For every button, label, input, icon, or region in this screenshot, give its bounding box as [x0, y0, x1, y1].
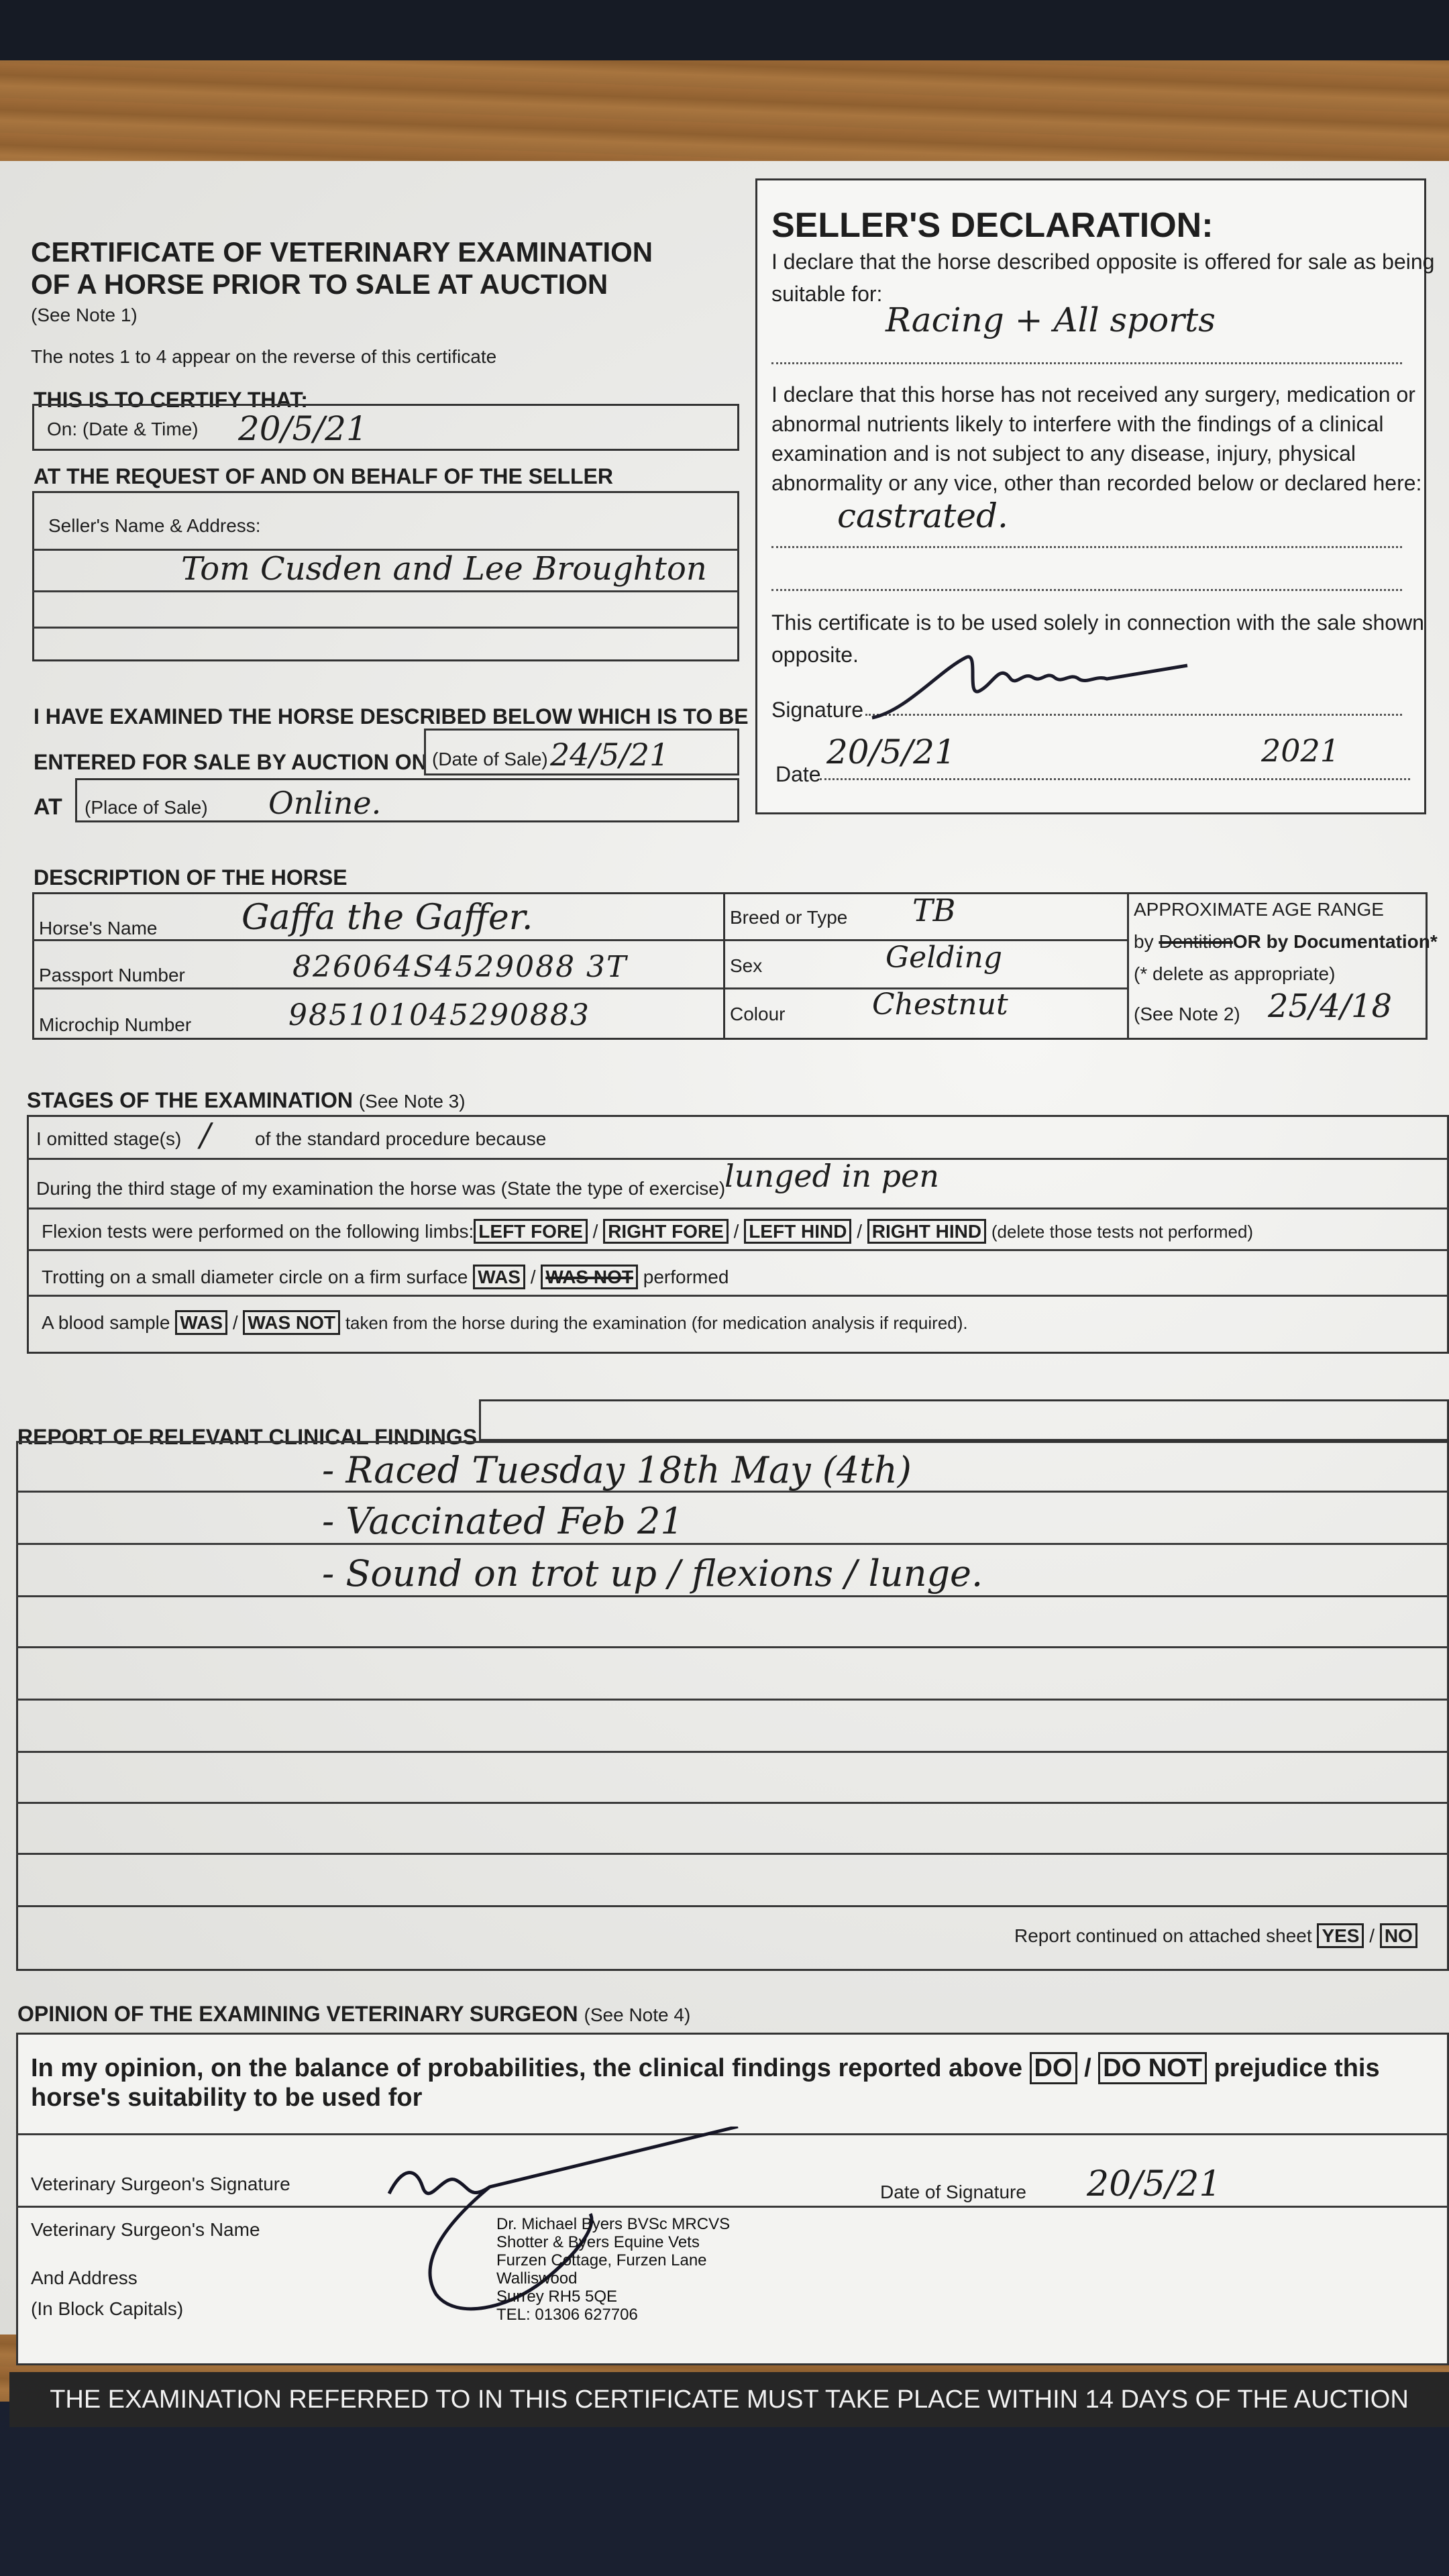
- flexion-slash-2: /: [733, 1221, 739, 1242]
- report-line-6: [16, 1751, 1449, 1753]
- declaration-text3-line2: opposite.: [771, 643, 859, 667]
- stages-line-2: [27, 1208, 1449, 1210]
- seller-signature-icon: [865, 631, 1201, 738]
- flexion-slash-1: /: [592, 1221, 598, 1242]
- opinion-slash: /: [1084, 2054, 1091, 2082]
- opinion-text-part2: prejudice this: [1214, 2054, 1380, 2082]
- stamp-line-3: Furzen Cottage, Furzen Lane: [496, 2251, 707, 2269]
- vet-signature-label: Veterinary Surgeon's Signature: [31, 2174, 290, 2194]
- suitable-value: Racing + All sports: [885, 301, 1216, 339]
- report-continued-label: Report continued on attached sheet: [1014, 1925, 1312, 1946]
- flexion-left-hind: LEFT HIND: [744, 1219, 851, 1244]
- blood-row: [42, 1312, 968, 1334]
- date-of-sale-label: (Date of Sale): [432, 749, 548, 769]
- age-value: 25/4/18: [1268, 987, 1393, 1025]
- seller-line-2: [32, 590, 739, 592]
- third-stage-label: During the third stage of my examination the horse was (State the type of exercise): [36, 1178, 726, 1199]
- age-or-documentation: OR by Documentation*: [1232, 931, 1438, 952]
- age-dentition-struck: Dentition: [1159, 931, 1233, 952]
- seller-value: Tom Cusden and Lee Broughton: [181, 550, 707, 588]
- declaration-date-value: 20/5/21: [826, 733, 956, 771]
- report-line-7: [16, 1802, 1449, 1804]
- seller-label: Seller's Name & Address:: [48, 515, 261, 536]
- opinion-text-part1: In my opinion, on the balance of probabilities, the clinical findings reported above: [31, 2054, 1022, 2082]
- stages-line-4: [27, 1295, 1449, 1297]
- stamp-line-1: Dr. Michael Byers BVSc MRCVS: [496, 2215, 731, 2233]
- declaration-text2-line3: examination and is not subject to any disease, injury, physical: [771, 441, 1356, 466]
- flexion-row: [42, 1221, 1253, 1242]
- report-line-9: [16, 1905, 1449, 1907]
- description-col-divider-1: [723, 892, 725, 1040]
- address-label-2: (In Block Capitals): [31, 2298, 184, 2319]
- declaration-text2-line4: abnormality or any vice, other than recorded below or declared here:: [771, 471, 1422, 495]
- age-see-note-2: (See Note 2): [1134, 1004, 1240, 1024]
- notes-reverse-text: The notes 1 to 4 appear on the reverse of this certificate: [31, 346, 497, 367]
- on-date-value: 20/5/21: [238, 409, 368, 448]
- description-col-divider-2: [1127, 892, 1129, 1040]
- trotting-row: [42, 1267, 729, 1288]
- description-heading: DESCRIPTION OF THE HORSE: [34, 865, 347, 890]
- signature-label: Signature: [771, 698, 863, 722]
- trotting-suffix: performed: [643, 1267, 729, 1287]
- opinion-text-row: [31, 2054, 1380, 2083]
- report-heading-box: [479, 1399, 1449, 1441]
- date-of-signature-value: 20/5/21: [1087, 2164, 1222, 2204]
- certificate-title-line1: CERTIFICATE OF VETERINARY EXAMINATION: [31, 236, 653, 268]
- omitted-suffix: of the standard procedure because: [255, 1128, 547, 1149]
- declaration-title: SELLER'S DECLARATION:: [771, 206, 1214, 245]
- age-heading: APPROXIMATE AGE RANGE: [1134, 899, 1384, 920]
- report-continued-yes: YES: [1317, 1923, 1364, 1948]
- blood-was: WAS: [175, 1310, 227, 1335]
- opinion-heading: [17, 2002, 690, 2027]
- footer-banner: [9, 2372, 1449, 2427]
- third-stage-value: lunged in pen: [724, 1158, 939, 1194]
- date-of-signature-label: Date of Signature: [880, 2182, 1026, 2202]
- address-label-1: And Address: [31, 2267, 138, 2288]
- report-continued-no: NO: [1380, 1923, 1417, 1948]
- stamp-line-6: TEL: 01306 627706: [496, 2306, 638, 2324]
- stamp-line-4: Walliswood: [496, 2269, 578, 2288]
- declaration-text1-line1: I declare that the horse described opposite is offered for sale as being: [771, 250, 1435, 274]
- omitted-value: /: [200, 1116, 211, 1154]
- colour-label: Colour: [730, 1004, 786, 1024]
- finding-1: - Raced Tuesday 18th May (4th): [322, 1449, 912, 1491]
- declared-dotted-line-1: [771, 546, 1402, 548]
- opinion-do-not: DO NOT: [1098, 2052, 1207, 2084]
- age-by: by: [1134, 931, 1154, 952]
- blood-slash: /: [232, 1312, 238, 1333]
- trotting-label: Trotting on a small diameter circle on a firm surface: [42, 1267, 468, 1287]
- blood-was-not: WAS NOT: [243, 1310, 340, 1335]
- stamp-line-2: Shotter & Byers Equine Vets: [496, 2233, 700, 2251]
- finding-3: - Sound on trot up / flexions / lunge.: [322, 1552, 983, 1595]
- on-date-label: On: (Date & Time): [47, 419, 199, 439]
- report-line-8: [16, 1853, 1449, 1855]
- opinion-text-line2: horse's suitability to be used for: [31, 2084, 423, 2112]
- blood-suffix: taken from the horse during the examination (for medication analysis if required).: [345, 1313, 968, 1333]
- opinion-do: DO: [1030, 2052, 1077, 2084]
- report-continued-slash: /: [1369, 1925, 1375, 1946]
- declaration-text3-line1: This certificate is to be used solely in connection with the sale shown: [771, 610, 1424, 635]
- vet-stamp: [496, 2215, 730, 2324]
- declaration-text1-line2: suitable for:: [771, 282, 883, 306]
- sex-value: Gelding: [885, 941, 1003, 975]
- declared-dotted-line-2: [771, 589, 1402, 591]
- at-label: AT: [34, 794, 62, 820]
- date-dotted-line: [820, 778, 1410, 780]
- microchip-label: Microchip Number: [39, 1014, 192, 1035]
- trotting-slash: /: [530, 1267, 536, 1287]
- date-of-sale-value: 24/5/21: [550, 737, 669, 773]
- declared-value: castrated.: [837, 496, 1008, 535]
- passport-label: Passport Number: [39, 965, 185, 985]
- request-heading: AT THE REQUEST OF AND ON BEHALF OF THE SELLER: [34, 464, 613, 488]
- report-heading: REPORT OF RELEVANT CLINICAL FINDINGS: [17, 1425, 478, 1449]
- flexion-left-fore: LEFT FORE: [474, 1219, 588, 1244]
- report-line-2: [16, 1543, 1449, 1545]
- certificate-paper: [0, 161, 1449, 2414]
- place-of-sale-value: Online.: [268, 785, 382, 821]
- blood-label: A blood sample: [42, 1312, 170, 1333]
- report-line-5: [16, 1699, 1449, 1701]
- dark-fabric: [0, 2402, 1449, 2576]
- flexion-right-hind: RIGHT HIND: [867, 1219, 986, 1244]
- opinion-heading-note: (See Note 4): [584, 2004, 691, 2025]
- colour-value: Chestnut: [872, 987, 1008, 1022]
- certificate-title-line2: OF A HORSE PRIOR TO SALE AT AUCTION: [31, 268, 608, 300]
- horse-name-value: Gaffa the Gaffer.: [241, 898, 533, 938]
- trotting-was-not-struck: WAS NOT: [541, 1265, 638, 1289]
- opinion-heading-text: OPINION OF THE EXAMINING VETERINARY SURGEON: [17, 2002, 578, 2026]
- flexion-right-fore: RIGHT FORE: [603, 1219, 729, 1244]
- declaration-date-label: Date: [775, 762, 821, 786]
- breed-label: Breed or Type: [730, 907, 848, 928]
- report-continued-row: [1014, 1925, 1417, 1947]
- stamp-line-5: Surrey RH5 5QE: [496, 2288, 618, 2306]
- examined-line1: I HAVE EXAMINED THE HORSE DESCRIBED BELOW WHICH IS TO BE: [34, 704, 749, 729]
- finding-2: - Vaccinated Feb 21: [322, 1500, 684, 1542]
- horse-name-label: Horse's Name: [39, 918, 158, 938]
- suitable-dotted-line: [771, 362, 1402, 364]
- report-box: [16, 1441, 1449, 1971]
- stages-heading: [27, 1088, 466, 1113]
- declaration-year-value: 2021: [1261, 733, 1340, 769]
- flexion-slash-3: /: [857, 1221, 862, 1242]
- flexion-suffix: (delete those tests not performed): [991, 1222, 1254, 1242]
- place-of-sale-label: (Place of Sale): [85, 797, 208, 818]
- vet-name-label: Veterinary Surgeon's Name: [31, 2219, 260, 2240]
- flexion-label: Flexion tests were performed on the following limbs:: [42, 1221, 474, 1242]
- sex-label: Sex: [730, 955, 763, 976]
- declaration-text2-line2: abnormal nutrients likely to interfere with the findings of a clinical: [771, 412, 1384, 436]
- passport-value: 826064S4529088 3T: [292, 950, 628, 984]
- declaration-text2-line1: I declare that this horse has not received any surgery, medication or: [771, 382, 1415, 407]
- examined-line2: ENTERED FOR SALE BY AUCTION ON: [34, 750, 427, 774]
- see-note-1: (See Note 1): [31, 305, 138, 325]
- microchip-value: 985101045290883: [288, 998, 590, 1032]
- stages-heading-note: (See Note 3): [358, 1091, 466, 1112]
- report-line-4: [16, 1646, 1449, 1648]
- report-line-3: [16, 1595, 1449, 1597]
- certify-heading: THIS IS TO CERTIFY THAT:: [34, 388, 308, 412]
- trotting-was: WAS: [473, 1265, 525, 1289]
- age-method-line: [1134, 931, 1438, 953]
- seller-line-3: [32, 627, 739, 629]
- breed-value: TB: [912, 892, 956, 928]
- stages-heading-text: STAGES OF THE EXAMINATION: [27, 1088, 353, 1112]
- age-delete-note: (* delete as appropriate): [1134, 963, 1336, 984]
- footer-banner-text: THE EXAMINATION REFERRED TO IN THIS CERTIFICATE MUST TAKE PLACE WITHIN 14 DAYS OF THE AUCTION: [50, 2385, 1409, 2414]
- stages-line-3: [27, 1249, 1449, 1251]
- omitted-label: I omitted stage(s): [36, 1128, 182, 1149]
